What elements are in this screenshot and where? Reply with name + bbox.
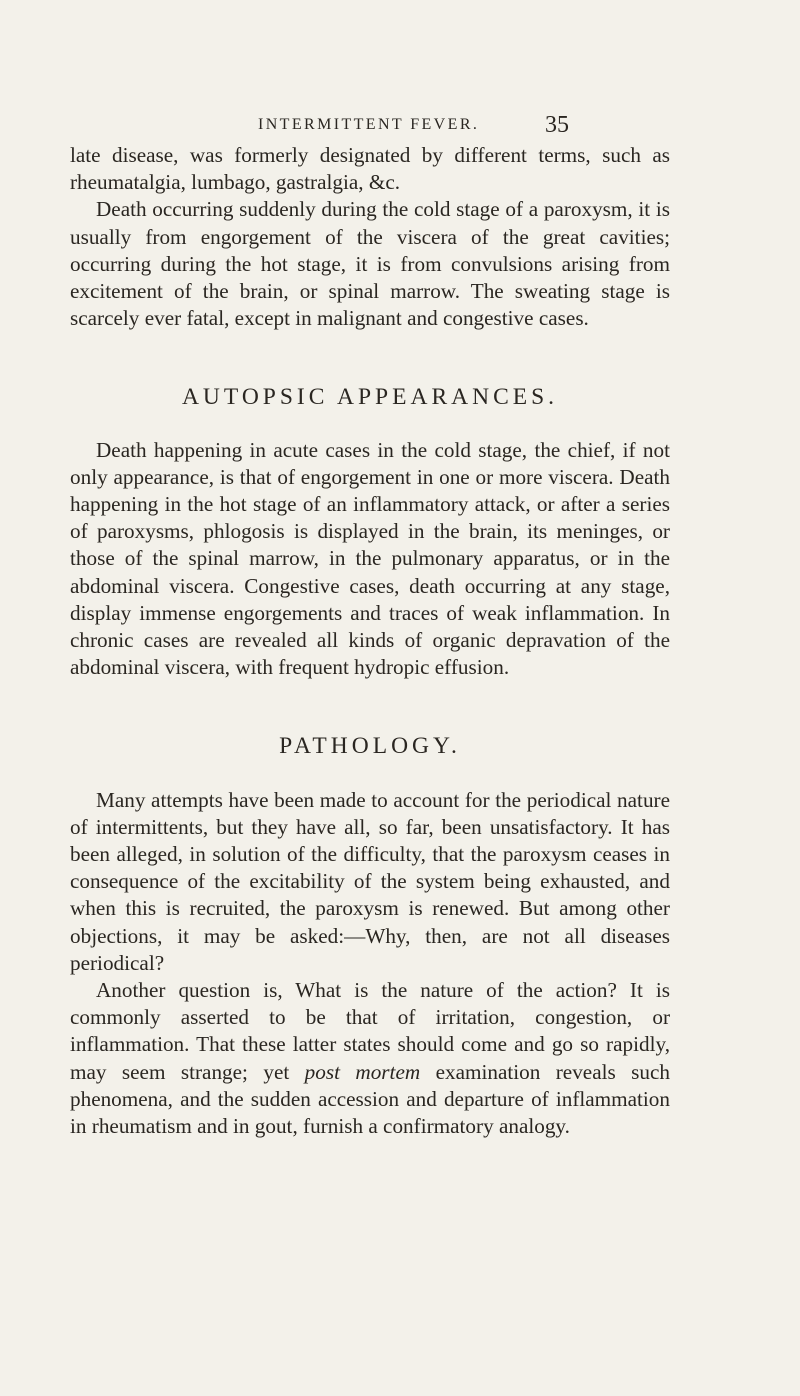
- body-text: [70, 142, 670, 1140]
- running-head: INTERMITTENT FEVER.: [258, 116, 480, 133]
- paragraph-text: examination reveals such phenomena, and the sudden accession and departure of inflammation in rheumatism and in gout, furnish a confirmatory analogy.: [70, 1059, 670, 1139]
- italic-term: post mortem: [304, 1059, 421, 1084]
- paragraph-text: Another question is, What is the nature of the action? It is commonly asserted to be that of irritation, congestion, or inflammation. That these latter states should come and go so rapidly, may seem strange; yet: [70, 978, 670, 1084]
- paragraph-continuation: late disease, was formerly designated by different terms, such as rheumatalgia, lumbago, gastralgia, &c.: [70, 143, 670, 195]
- heading-pathology: PATHOLOGY.: [279, 733, 461, 760]
- paragraph-pathology-periodicity: Many attempts have been made to account for the periodical nature of intermittents, but they have all, so far, been unsatisfactory. It has been alleged, in solution of the difficulty, that the paroxysm ceases in consequence of the excitability of the system being exhausted, and when this is recruited, the paroxysm is renewed. But among other objections, it may be asked:—Why, then, are not all diseases periodical?: [70, 787, 670, 975]
- paragraph-death-stages: Death occurring suddenly during the cold stage of a paroxysm, it is usually from engorgement of the viscera of the great cavities; occurring during the hot stage, it is from convulsions arising from excitement of the brain, or spinal marrow. The sweating stage is scarcely ever fatal, except in malignant and congestive cases.: [70, 197, 670, 331]
- heading-autopsic-appearances: AUTOPSIC APPEARANCES.: [181, 384, 559, 411]
- page-number: 35: [545, 112, 569, 138]
- paragraph-autopsic: Death happening in acute cases in the cold stage, the chief, if not only appearance, is that of engorgement in one or more viscera. Death happening in the hot stage of an inflammatory attack, or after a series of paroxysms, phlogosis is displayed in the brain, its meninges, or those of the spinal marrow, in the pulmonary apparatus, or in the abdominal viscera. Congestive cases, death occurring at any stage, display immense engorgements and traces of weak inflammation. In chronic cases are revealed all kinds of organic depravation of the abdominal viscera, with frequent hydropic effusion.: [70, 437, 670, 680]
- paragraph-pathology-action: [70, 977, 670, 1140]
